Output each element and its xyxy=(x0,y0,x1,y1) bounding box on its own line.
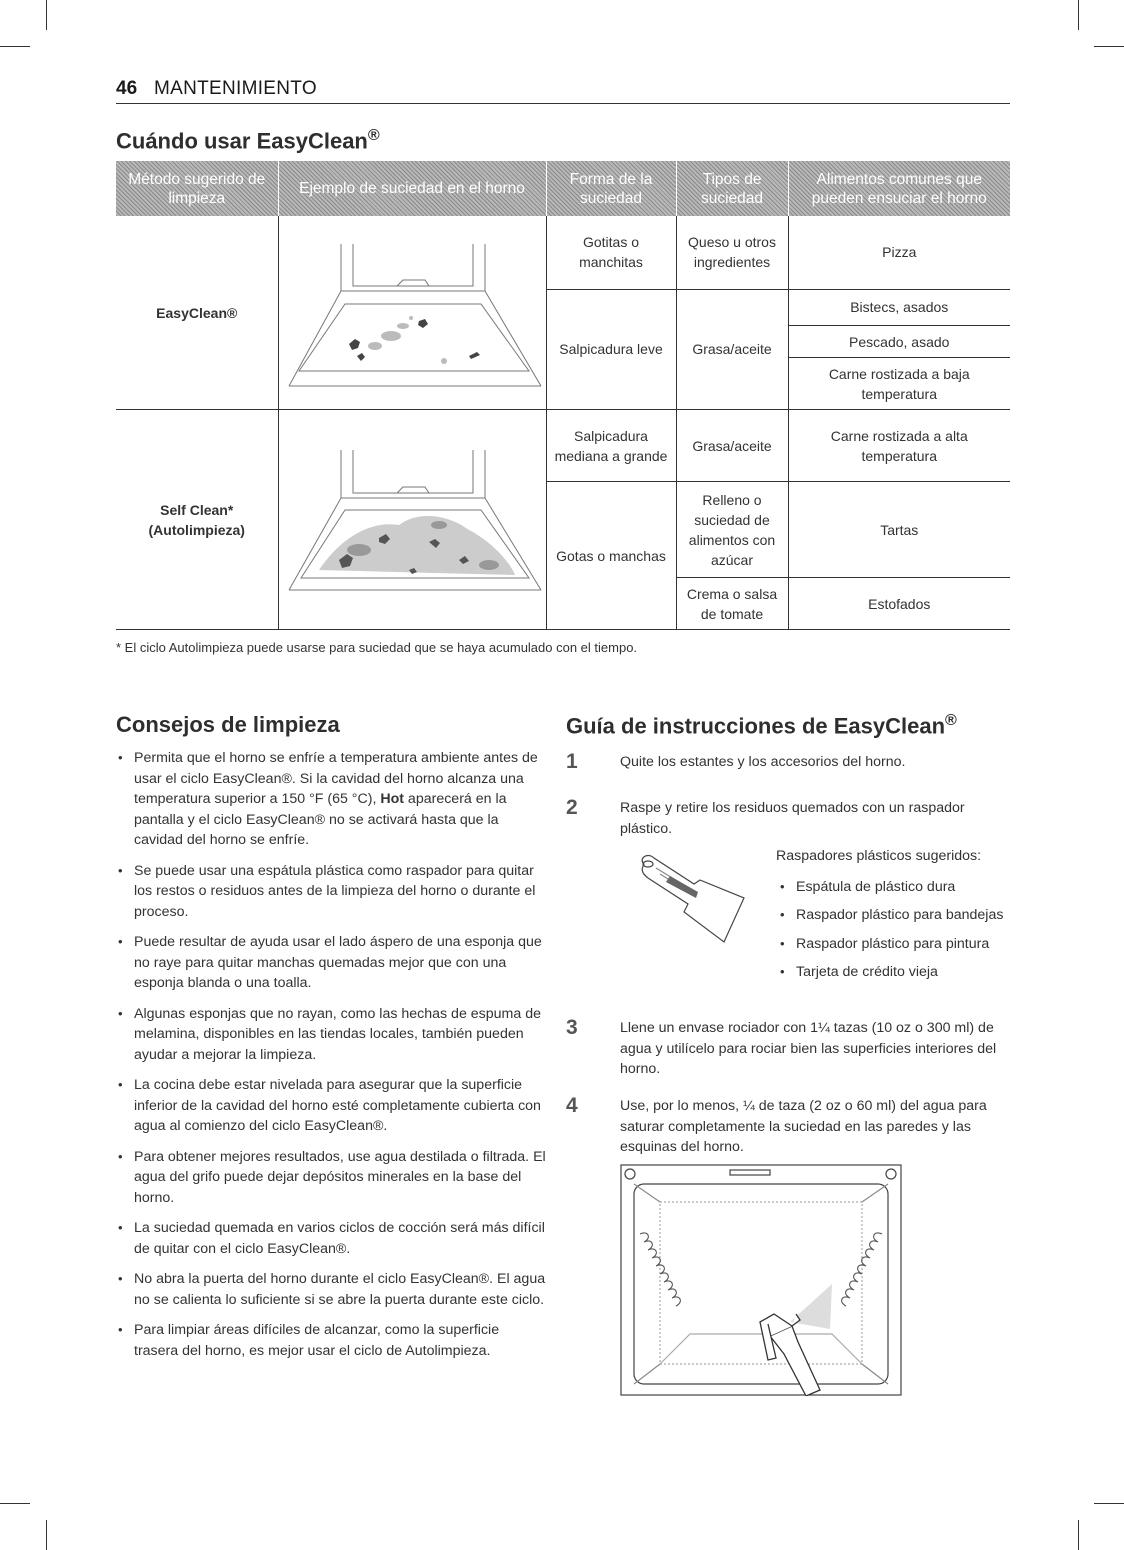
soil-food: Tartas xyxy=(788,482,1010,578)
step-text: Llene un envase rociador con 1¼ tazas (10 oz o 300 ml) de agua y utilícelo para rociar bien las superficies interiores del horno. xyxy=(620,1020,997,1077)
soil-food: Carne rostizada a baja temperatura xyxy=(788,358,1010,410)
method-easyclean: EasyClean® xyxy=(116,216,278,410)
oven-spray-icon xyxy=(620,1164,902,1396)
column-header: Ejemplo de suciedad en el horno xyxy=(278,161,546,216)
step-number: 4 xyxy=(566,1094,578,1117)
crop-mark xyxy=(0,1503,30,1504)
oven-light-soil-icon xyxy=(279,216,547,404)
soil-form: Salpicadura mediana a grande xyxy=(546,410,676,482)
page-header xyxy=(116,78,1010,104)
spatula-icon xyxy=(636,854,766,944)
crop-mark xyxy=(0,46,30,47)
crop-mark xyxy=(1078,1520,1079,1550)
column-header: Alimentos comunes que pueden ensuciar el horno xyxy=(788,161,1010,216)
step-number: 1 xyxy=(566,750,578,773)
list-item: • La cocina debe estar nivelada para asegurar que la superficie inferior de la cavidad del horno esté completamente cubierta con agua al comienzo del ciclo EasyClean®. xyxy=(116,1075,546,1137)
easyclean-soil-image xyxy=(278,216,546,410)
crop-mark xyxy=(1094,1503,1124,1504)
step-number: 2 xyxy=(566,796,578,819)
table-header-row xyxy=(116,161,1010,216)
column-header: Método sugerido de limpieza xyxy=(116,161,278,216)
guide-title: Guía de instrucciones de EasyClean® xyxy=(566,712,957,739)
soil-food: Carne rostizada a alta temperatura xyxy=(788,410,1010,482)
step-number: 3 xyxy=(566,1016,578,1039)
tips-list xyxy=(116,748,546,1371)
list-item: • Tarjeta de crédito vieja xyxy=(776,962,1016,983)
step-text: Raspe y retire los residuos quemados con un raspador plástico. xyxy=(620,800,965,837)
list-item: • Raspador plástico para bandejas xyxy=(776,905,1016,926)
crop-mark xyxy=(1094,46,1124,47)
soil-type: Grasa/aceite xyxy=(676,289,788,410)
list-item: • No abra la puerta del horno durante el ciclo EasyClean®. El agua no se calienta lo suficiente si se abre la puerta durante este ciclo. xyxy=(116,1269,546,1310)
step-text: Quite los estantes y los accesorios del horno. xyxy=(620,754,906,770)
page-number: 46 xyxy=(116,78,138,99)
soil-type: Relleno o suciedad de alimentos con azúcar xyxy=(676,482,788,578)
soil-type: Queso u otros ingredientes xyxy=(676,216,788,289)
soil-form: Gotitas o manchitas xyxy=(546,216,676,289)
column-header: Forma de la suciedad xyxy=(546,161,676,216)
table-row xyxy=(116,410,1010,482)
table-footnote: * El ciclo Autolimpieza puede usarse para suciedad que se haya acumulado con el tiempo. xyxy=(116,640,638,655)
suggested-scrapers xyxy=(776,846,1016,991)
list-item: • Para limpiar áreas difíciles de alcanzar, como la superficie trasera del horno, es mejor usar el ciclo de Autolimpieza. xyxy=(116,1320,546,1361)
list-item: • Espátula de plástico dura xyxy=(776,877,1016,898)
soil-form: Gotas o manchas xyxy=(546,482,676,630)
section-title: MANTENIMIENTO xyxy=(154,78,317,99)
oven-heavy-soil-icon xyxy=(279,410,547,624)
soil-food: Pescado, asado xyxy=(788,326,1010,358)
list-item: • Se puede usar una espátula plástica como raspador para quitar los restos o residuos antes de la limpieza del horno o durante el proceso. xyxy=(116,861,546,923)
column-header: Tipos de suciedad xyxy=(676,161,788,216)
list-item: • Puede resultar de ayuda usar el lado áspero de una esponja que no raye para quitar manchas quemadas mejor que con una esponja blanda o una toalla. xyxy=(116,932,546,994)
list-item: • Para obtener mejores resultados, use agua destilada o filtrada. El agua del grifo puede dejar depósitos minerales en la base del horno. xyxy=(116,1147,546,1209)
list-item: • Permita que el horno se enfríe a temperatura ambiente antes de usar el ciclo EasyClean®. Si la cavidad del horno alcanza una temperatura superior a 150 °F (65 °C), Hot aparecerá en la pantalla y el ciclo EasyClean® no se activará hasta que la cavidad del horno se enfríe. xyxy=(116,748,546,851)
soil-type: Grasa/aceite xyxy=(676,410,788,482)
list-item: • La suciedad quemada en varios ciclos de cocción será más difícil de quitar con el ciclo EasyClean®. xyxy=(116,1218,546,1259)
crop-mark xyxy=(1078,0,1079,30)
list-item: • Algunas esponjas que no rayan, como las hechas de espuma de melamina, disponibles en las tiendas locales, también pueden ayudar a mejorar la limpieza. xyxy=(116,1004,546,1066)
scrapers-list xyxy=(776,877,1016,983)
when-to-use-title: Cuándo usar EasyClean® xyxy=(116,127,380,154)
list-item: • Raspador plástico para pintura xyxy=(776,934,1016,955)
step-text: Use, por lo menos, ¼ de taza (2 oz o 60 ml) del agua para saturar completamente la suciedad en las paredes y las esquinas del horno. xyxy=(620,1098,987,1155)
method-selfclean: Self Clean* (Autolimpieza) xyxy=(116,410,278,630)
soil-type: Crema o salsa de tomate xyxy=(676,578,788,630)
soil-form: Salpicadura leve xyxy=(546,289,676,410)
soil-food: Pizza xyxy=(788,216,1010,289)
when-to-use-table xyxy=(116,161,1010,630)
soil-food: Bistecs, asados xyxy=(788,289,1010,326)
soil-food: Estofados xyxy=(788,578,1010,630)
scrapers-title: Raspadores plásticos sugeridos: xyxy=(776,848,982,864)
crop-mark xyxy=(46,0,47,30)
crop-mark xyxy=(46,1520,47,1550)
tips-title: Consejos de limpieza xyxy=(116,712,340,737)
selfclean-soil-image xyxy=(278,410,546,630)
table-row xyxy=(116,216,1010,289)
